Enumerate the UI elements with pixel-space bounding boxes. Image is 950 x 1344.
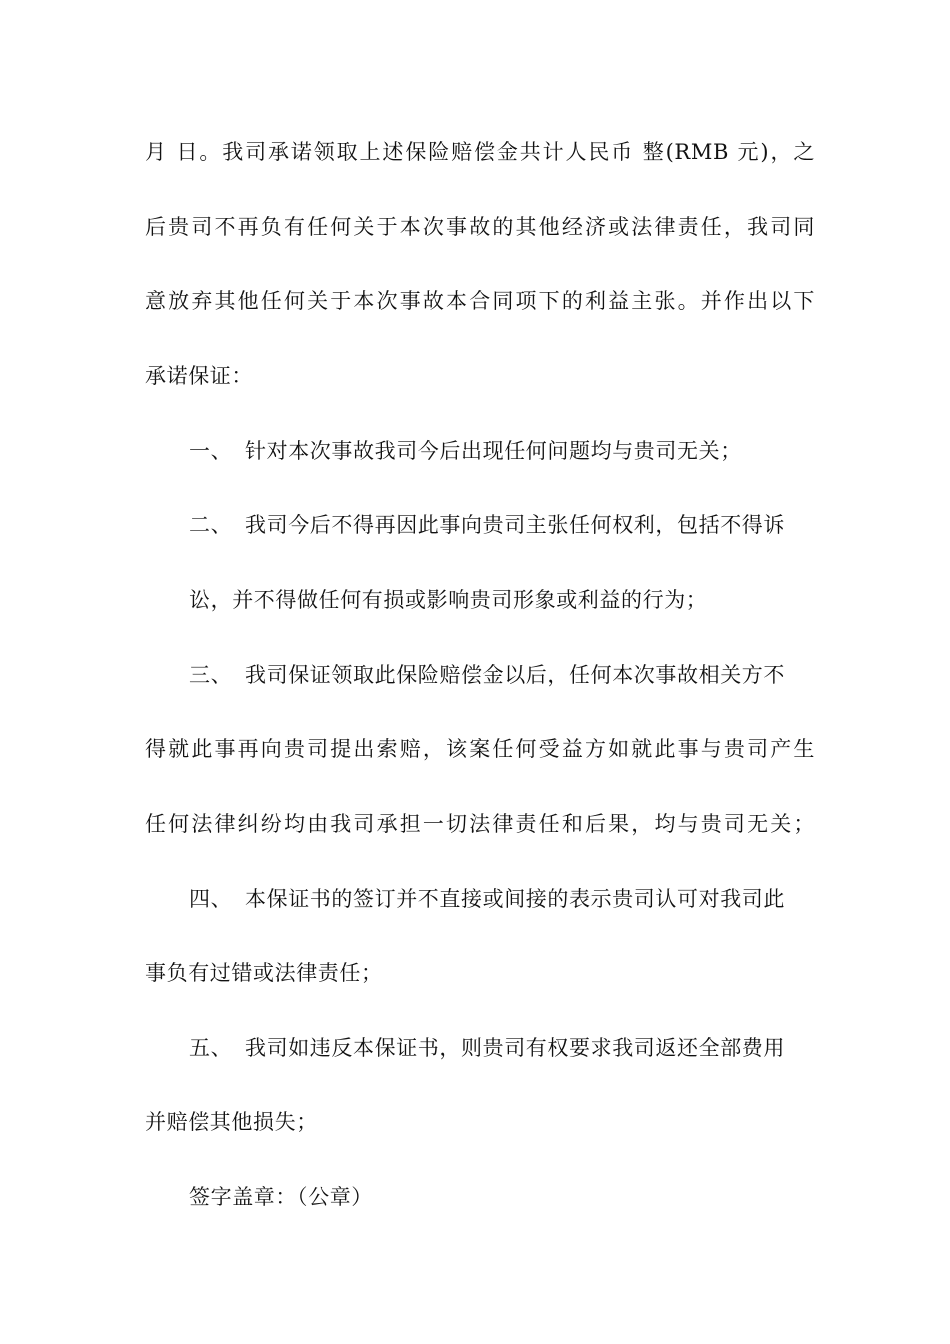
paragraph-line-1: 月 日。我司承诺领取上述保险赔偿金共计人民币 整(RMB 元)，之 [145, 140, 815, 164]
clause-3-line-1 [189, 660, 815, 690]
clause-4-number: 四、 [189, 887, 233, 911]
clause-3-number: 三、 [189, 663, 233, 687]
clause-1-text: 针对本次事故我司今后出现任何问题均与贵司无关； [245, 439, 742, 463]
paragraph-line-3: 意放弃其他任何关于本次事故本合同项下的利益主张。并作出以下 [145, 289, 815, 313]
clause-3-line-3: 任何法律纠纷均由我司承担一切法律责任和后果，均与贵司无关； [145, 812, 815, 836]
clause-2-number: 二、 [189, 513, 233, 537]
clause-3-text: 我司保证领取此保险赔偿金以后，任何本次事故相关方不 [245, 663, 785, 687]
clause-5-line-2: 并赔偿其他损失； [145, 1110, 318, 1134]
clause-3-line-2: 得就此事再向贵司提出索赔，该案任何受益方如就此事与贵司产生 [145, 737, 815, 761]
clause-2-text: 我司今后不得再因此事向贵司主张任何权利，包括不得诉 [245, 513, 785, 537]
clause-2-line-1 [189, 510, 815, 540]
clause-4-line-2: 事负有过错或法律责任； [145, 961, 383, 985]
clause-5-text: 我司如违反本保证书，则贵司有权要求我司返还全部费用 [245, 1036, 785, 1060]
clause-4-text: 本保证书的签订并不直接或间接的表示贵司认可对我司此 [245, 887, 785, 911]
paragraph-line-4: 承诺保证： [145, 364, 253, 388]
clause-1-line-1 [189, 436, 815, 466]
clause-5-number: 五、 [189, 1036, 233, 1060]
clause-5-line-1 [189, 1033, 815, 1063]
signature-line: 签字盖章：（公章） [189, 1185, 373, 1209]
clause-4-line-1 [189, 884, 815, 914]
clause-2-line-2: 讼，并不得做任何有损或影响贵司形象或利益的行为； [189, 588, 708, 612]
clause-1-number: 一、 [189, 439, 233, 463]
paragraph-line-2: 后贵司不再负有任何关于本次事故的其他经济或法律责任，我司同 [145, 215, 815, 239]
